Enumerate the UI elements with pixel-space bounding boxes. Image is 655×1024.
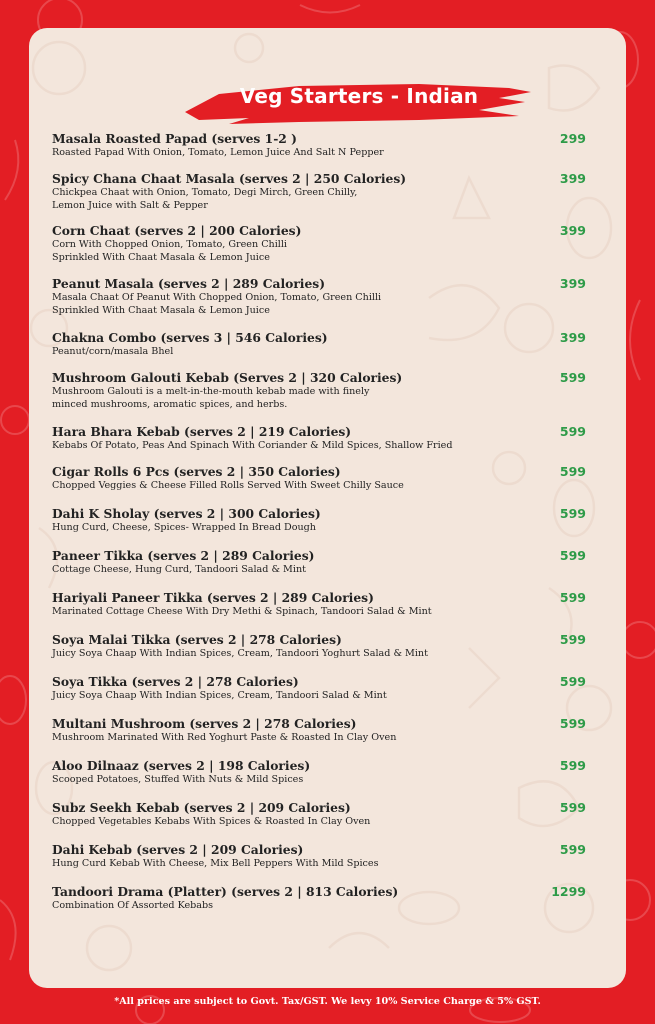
item-description: Masala Chaat Of Peanut With Chopped Onion, Tomato, Green Chilli Sprinkled With Chaat Masala & Lemon Juice: [52, 292, 382, 316]
item-description: Hung Curd Kebab With Cheese, Mix Bell Peppers With Mild Spices: [52, 858, 379, 869]
item-name: Masala Roasted Papad (serves 1-2 ): [52, 131, 297, 146]
menu-item: [52, 758, 586, 787]
item-name: Soya Malai Tikka (serves 2 | 278 Calories): [52, 632, 342, 647]
item-description: Scooped Potatoes, Stuffed With Nuts & Mild Spices: [52, 774, 304, 785]
page-title: Veg Starters - Indian: [239, 84, 479, 108]
item-name: Mushroom Galouti Kebab (Serves 2 | 320 Calories): [52, 370, 403, 385]
menu-item: [52, 548, 586, 577]
item-price: 399: [559, 330, 586, 345]
menu-item: [52, 330, 586, 359]
item-price: 599: [559, 548, 586, 563]
menu-item: [52, 223, 586, 264]
item-price: 599: [559, 842, 586, 857]
item-name: Aloo Dilnaaz (serves 2 | 198 Calories): [52, 758, 311, 773]
item-price: 599: [559, 424, 586, 439]
item-name: Chakna Combo (serves 3 | 546 Calories): [52, 330, 328, 345]
item-description: Mushroom Galouti is a melt-in-the-mouth kebab made with finely minced mushrooms, aromatic spices, and herbs.: [52, 386, 370, 410]
item-name: Dahi Kebab (serves 2 | 209 Calories): [52, 842, 304, 857]
item-description: Marinated Cottage Cheese With Dry Methi & Spinach, Tandoori Salad & Mint: [52, 606, 432, 617]
item-name: Paneer Tikka (serves 2 | 289 Calories): [52, 548, 315, 563]
item-description: Juicy Soya Chaap With Indian Spices, Cream, Tandoori Yoghurt Salad & Mint: [52, 648, 428, 659]
menu-item: [52, 131, 586, 160]
item-price: 599: [559, 632, 586, 647]
menu-item: [52, 370, 586, 411]
tax-note: *All prices are subject to Govt. Tax/GST. We levy 10% Service Charge & 5% GST.: [114, 996, 541, 1007]
item-name: Hara Bhara Kebab (serves 2 | 219 Calories): [52, 424, 352, 439]
item-price: 599: [559, 590, 586, 605]
item-name: Spicy Chana Chaat Masala (serves 2 | 250 Calories): [52, 171, 407, 186]
item-name: Dahi K Sholay (serves 2 | 300 Calories): [52, 506, 321, 521]
item-description: Corn With Chopped Onion, Tomato, Green Chilli Sprinkled With Chaat Masala & Lemon Juice: [52, 239, 287, 263]
menu-item: [52, 276, 586, 317]
item-name: Corn Chaat (serves 2 | 200 Calories): [52, 223, 302, 238]
menu-item: [52, 424, 586, 453]
item-price: 599: [559, 370, 586, 385]
item-description: Hung Curd, Cheese, Spices- Wrapped In Bread Dough: [52, 522, 316, 533]
menu-item: [52, 171, 586, 212]
item-description: Peanut/corn/masala Bhel: [52, 346, 174, 357]
item-description: Kebabs Of Potato, Peas And Spinach With Coriander & Mild Spices, Shallow Fried: [52, 440, 453, 451]
item-description: Juicy Soya Chaap With Indian Spices, Cream, Tandoori Salad & Mint: [52, 690, 387, 701]
item-name: Hariyali Paneer Tikka (serves 2 | 289 Calories): [52, 590, 374, 605]
menu-item: [52, 842, 586, 871]
item-description: Chickpea Chaat with Onion, Tomato, Degi Mirch, Green Chilly, Lemon Juice with Salt & Pepper: [52, 187, 358, 211]
item-price: 1299: [551, 884, 586, 899]
item-description: Cottage Cheese, Hung Curd, Tandoori Salad & Mint: [52, 564, 306, 575]
item-description: Chopped Veggies & Cheese Filled Rolls Served With Sweet Chilly Sauce: [52, 480, 404, 491]
item-name: Soya Tikka (serves 2 | 278 Calories): [52, 674, 299, 689]
item-price: 599: [559, 800, 586, 815]
item-name: Multani Mushroom (serves 2 | 278 Calories): [52, 716, 357, 731]
menu-item: [52, 674, 586, 703]
item-price: 399: [559, 171, 586, 186]
item-price: 599: [559, 674, 586, 689]
section-title-banner: [179, 72, 539, 134]
item-price: 599: [559, 716, 586, 731]
item-description: Mushroom Marinated With Red Yoghurt Paste & Roasted In Clay Oven: [52, 732, 397, 743]
item-name: Tandoori Drama (Platter) (serves 2 | 813 Calories): [52, 884, 399, 899]
item-price: 299: [559, 131, 586, 146]
item-price: 599: [559, 506, 586, 521]
menu-item: [52, 800, 586, 829]
item-description: Chopped Vegetables Kebabs With Spices & Roasted In Clay Oven: [52, 816, 371, 827]
menu-item: [52, 464, 586, 493]
item-name: Peanut Masala (serves 2 | 289 Calories): [52, 276, 326, 291]
item-name: Cigar Rolls 6 Pcs (serves 2 | 350 Calories): [52, 464, 341, 479]
menu-item: [52, 884, 586, 913]
menu-item: [52, 716, 586, 745]
item-price: 599: [559, 758, 586, 773]
item-price: 399: [559, 223, 586, 238]
menu-item: [52, 506, 586, 535]
menu-item: [52, 632, 586, 661]
item-price: 399: [559, 276, 586, 291]
item-description: Roasted Papad With Onion, Tomato, Lemon Juice And Salt N Pepper: [52, 147, 384, 158]
item-price: 599: [559, 464, 586, 479]
item-name: Subz Seekh Kebab (serves 2 | 209 Calories): [52, 800, 351, 815]
item-description: Combination Of Assorted Kebabs: [52, 900, 214, 911]
menu-item: [52, 590, 586, 619]
